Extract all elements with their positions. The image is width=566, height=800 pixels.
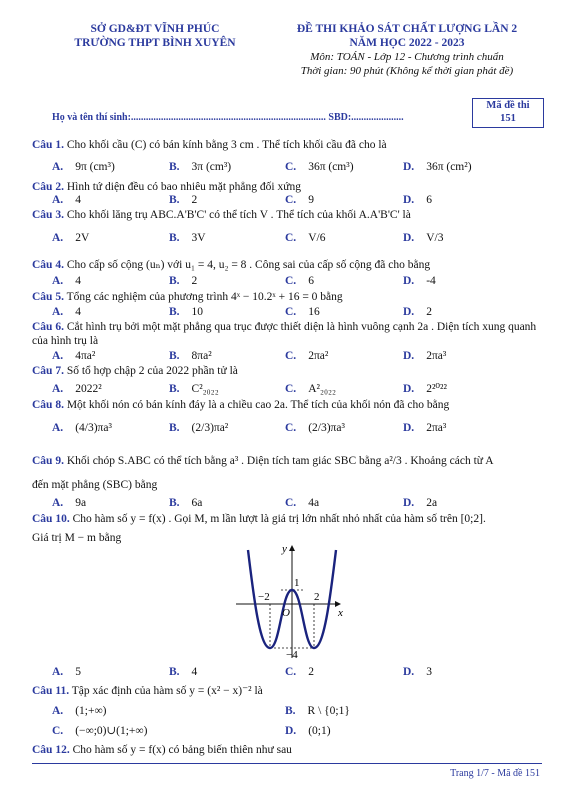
subject-line: Môn: TOÁN - Lớp 12 - Chương trình chuẩn [310,51,504,63]
question-9: Câu 9. Khối chóp S.ABC có thể tích bằng a³ . Diện tích tam giác SBC bằng a²/3 . Khoảng cách từ A [32,455,494,467]
school-year: NĂM HỌC 2022 - 2023 [349,37,465,49]
page-footer: Trang 1/7 - Mã đề 151 [450,768,540,779]
question-7: Câu 7. Số tổ hợp chập 2 của 2022 phần tử là [32,365,238,377]
q9-option-c: C. 4a [285,497,320,509]
q11-option-c: C. (−∞;0)∪(1;+∞) [52,725,148,737]
question-10-line2: Giá trị M − m bằng [32,532,122,544]
question-2: Câu 2. Hình tứ diện đều có bao nhiêu mặt phẳng đối xứng [32,181,301,193]
q1-option-b: B. 3π (cm³) [169,161,232,173]
q3-option-b: B. 3V [169,232,206,244]
q4-option-d: D. -4 [403,275,436,287]
question-12: Câu 12. Cho hàm số y = f(x) có bảng biến thiên như sau [32,744,292,756]
tick-neg4-label: −4 [286,649,298,661]
q4-option-c: C. 6 [285,275,314,287]
footer-divider [32,763,542,764]
q11-option-a: A. (1;+∞) [52,705,107,717]
y-axis-label: y [282,543,287,555]
function-graph [228,540,358,662]
q9-option-a: A. 9a [52,497,87,509]
q8-option-c: C. (2/3)πa³ [285,422,345,434]
origin-label: O [282,607,290,619]
q11-option-b: B. R \ {0;1} [285,705,350,717]
exam-title: ĐỀ THI KHẢO SÁT CHẤT LƯỢNG LẦN 2 [296,23,518,35]
header-left [60,22,250,50]
question-1 [32,138,542,152]
q5-option-c: C. 16 [285,306,320,318]
q8-option-b: B. (2/3)πa² [169,422,229,434]
q7-option-d: D. 2²⁰²² [403,383,447,395]
q4-option-a: A. 4 [52,275,81,287]
q10-option-a: A. 5 [52,666,81,678]
q3-option-d: D. V/3 [403,232,444,244]
q10-option-d: D. 3 [403,666,432,678]
q2-option-a: A. 4 [52,194,81,206]
q4-option-b: B. 2 [169,275,198,287]
question-8: Câu 8. Một khối nón có bán kính đáy là a chiều cao 2a. Thể tích của khối nón đã cho bằng [32,399,450,411]
q9-option-d: D. 2a [403,497,438,509]
q5-option-b: B. 10 [169,306,204,318]
school-name: TRƯỜNG THPT BÌNH XUYÊN [74,37,236,49]
q6-option-a: A. 4πa² [52,350,96,362]
tick-2-label: 2 [314,591,320,603]
q7-option-c: C. A²₂₀₂₂ [285,383,336,395]
question-11: Câu 11. Tập xác định của hàm số y = (x² − x)⁻² là [32,685,263,697]
question-6: Câu 6. Cắt hình trụ bởi một mặt phẳng qua trục được thiết diện là hình vuông cạnh 2a . Diện tích xung quanh của hình trụ là [32,321,537,347]
exam-code-label: Mã đề thi [486,100,530,111]
student-name-line: Họ và tên thí sinh:.............................................................................. SBD:..................... [52,112,404,123]
question-10: Câu 10. Cho hàm số y = f(x) . Gọi M, m lần lượt là giá trị lớn nhất nhỏ nhất của hàm số trên [0;2]. [32,513,486,525]
dept-name: SỞ GD&ĐT VĨNH PHÚC [90,23,220,35]
q7-option-a: A. 2022² [52,383,102,395]
q6-option-d: D. 2πa³ [403,350,447,362]
q8-option-a: A. (4/3)πa³ [52,422,112,434]
q6-option-c: C. 2πa² [285,350,329,362]
q1-option-c: C. 36π (cm³) [285,161,354,173]
question-text: Cho khối cầu (C) có bán kính bằng 3 cm . Thể tích khối cầu đã cho là [66,139,387,151]
q5-option-a: A. 4 [52,306,81,318]
q2-option-b: B. 2 [169,194,198,206]
q3-option-a: A. 2V [52,232,90,244]
duration-line: Thời gian: 90 phút (Không kể thời gian phát đề) [300,65,514,77]
q10-option-c: C. 2 [285,666,314,678]
q5-option-d: D. 2 [403,306,432,318]
q1-option-a: A. 9π (cm³) [52,161,115,173]
q2-option-d: D. 6 [403,194,432,206]
q6-option-b: B. 8πa² [169,350,212,362]
question-label: Câu 1. [32,139,64,151]
q8-option-d: D. 2πa³ [403,422,447,434]
header-right [262,22,552,78]
q11-option-d: D. (0;1) [285,725,331,737]
exam-code-value: 151 [500,113,516,124]
x-axis-label: x [338,607,343,619]
question-4: Câu 4. Cho cấp số cộng (uₙ) với u₁ = 4, u₂ = 8 . Công sai của cấp số cộng đã cho bằng [32,259,431,271]
q10-option-b: B. 4 [169,666,198,678]
tick-neg2-label: −2 [258,591,270,603]
q9-option-b: B. 6a [169,497,203,509]
question-5: Câu 5. Tổng các nghiệm của phương trình 4ˣ − 10.2ˣ + 16 = 0 bằng [32,291,343,303]
question-9-line2: đến mặt phẳng (SBC) bằng [32,479,158,491]
q1-option-d: D. 36π (cm²) [403,161,472,173]
question-3: Câu 3. Cho khối lăng trụ ABC.A'B'C' có thể tích V . Thể tích của khối A.A'B'C' là [32,209,411,221]
q7-option-b: B. C²₂₀₂₂ [169,383,219,395]
exam-code-box [472,98,544,128]
q2-option-c: C. 9 [285,194,314,206]
tick-1-label: 1 [294,577,300,589]
q3-option-c: C. V/6 [285,232,326,244]
